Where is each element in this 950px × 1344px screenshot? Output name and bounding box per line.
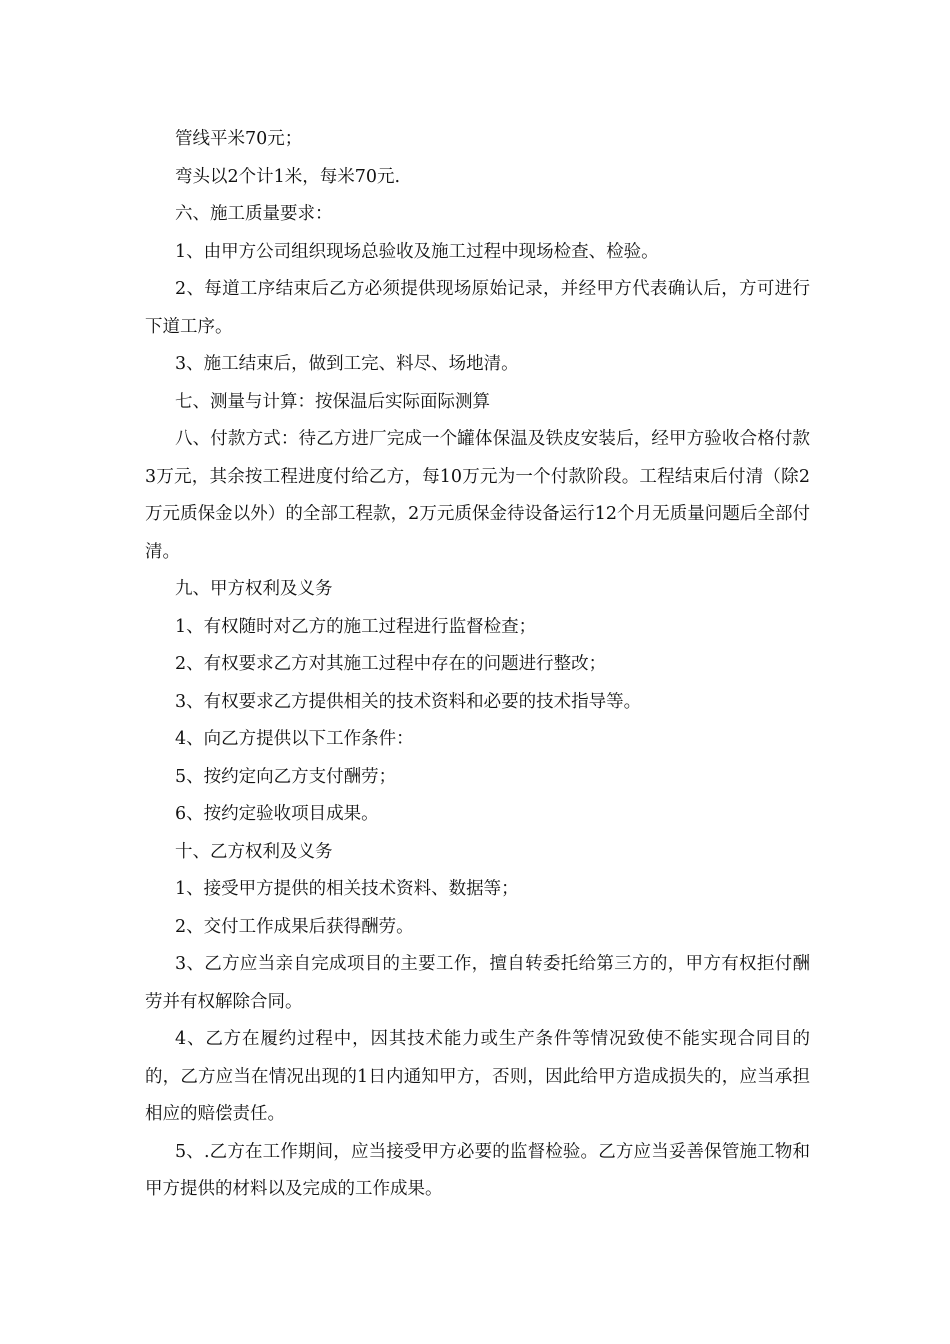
quality-item-1: 1、由甲方公司组织现场总验收及施工过程中现场检查、检验。 bbox=[175, 241, 659, 262]
section-heading-party-b: 十、乙方权利及义务 bbox=[175, 841, 333, 862]
party-b-item-3: 3、乙方应当亲自完成项目的主要工作，擅自转委托给第三方的，甲方有权拒付酬劳并有权解除合同。 bbox=[145, 954, 810, 1012]
document-body bbox=[145, 121, 810, 1209]
party-b-item-5: 5、.乙方在工作期间，应当接受甲方必要的监督检验。乙方应当妥善保管施工物和甲方提供的材料以及完成的工作成果。 bbox=[145, 1141, 810, 1199]
paragraph-elbow-price: 弯头以2个计1米，每米70元. bbox=[175, 166, 401, 187]
party-a-item-4: 4、向乙方提供以下工作条件： bbox=[175, 729, 414, 749]
party-b-item-4: 4、乙方在履约过程中，因其技术能力或生产条件等情况致使不能实现合同目的的，乙方应当在情况出现的1日内通知甲方，否则，因此给甲方造成损失的，应当承担相应的赔偿责任。 bbox=[145, 1029, 810, 1124]
section-heading-party-a: 九、甲方权利及义务 bbox=[175, 579, 333, 599]
party-a-item-1: 1、有权随时对乙方的施工过程进行监督检查； bbox=[175, 616, 537, 637]
section-heading-quality: 六、施工质量要求： bbox=[175, 204, 333, 224]
party-a-item-3: 3、有权要求乙方提供相关的技术资料和必要的技术指导等。 bbox=[175, 691, 642, 712]
party-a-item-2: 2、有权要求乙方对其施工过程中存在的问题进行整改； bbox=[175, 654, 607, 674]
party-a-item-6: 6、按约定验收项目成果。 bbox=[175, 804, 379, 824]
party-b-item-1: 1、接受甲方提供的相关技术资料、数据等； bbox=[175, 879, 519, 899]
section-heading-measurement: 七、测量与计算：按保温后实际面际测算 bbox=[175, 391, 490, 412]
section-payment: 八、付款方式：待乙方进厂完成一个罐体保温及铁皮安装后，经甲方验收合格付款3万元，其余按工程进度付给乙方，每10万元为一个付款阶段。工程结束后付清（除2万元质保金以外）的全部工程款，2万元质保金待设备运行12个月无质量问题后全部付清。 bbox=[145, 429, 810, 562]
paragraph-pipe-price: 管线平米70元； bbox=[175, 129, 303, 149]
quality-item-3: 3、施工结束后，做到工完、料尽、场地清。 bbox=[175, 354, 519, 374]
quality-item-2: 2、每道工序结束后乙方必须提供现场原始记录，并经甲方代表确认后，方可进行下道工序。 bbox=[145, 279, 810, 337]
party-b-item-2: 2、交付工作成果后获得酬劳。 bbox=[175, 916, 414, 937]
party-a-item-5: 5、按约定向乙方支付酬劳； bbox=[175, 766, 397, 787]
